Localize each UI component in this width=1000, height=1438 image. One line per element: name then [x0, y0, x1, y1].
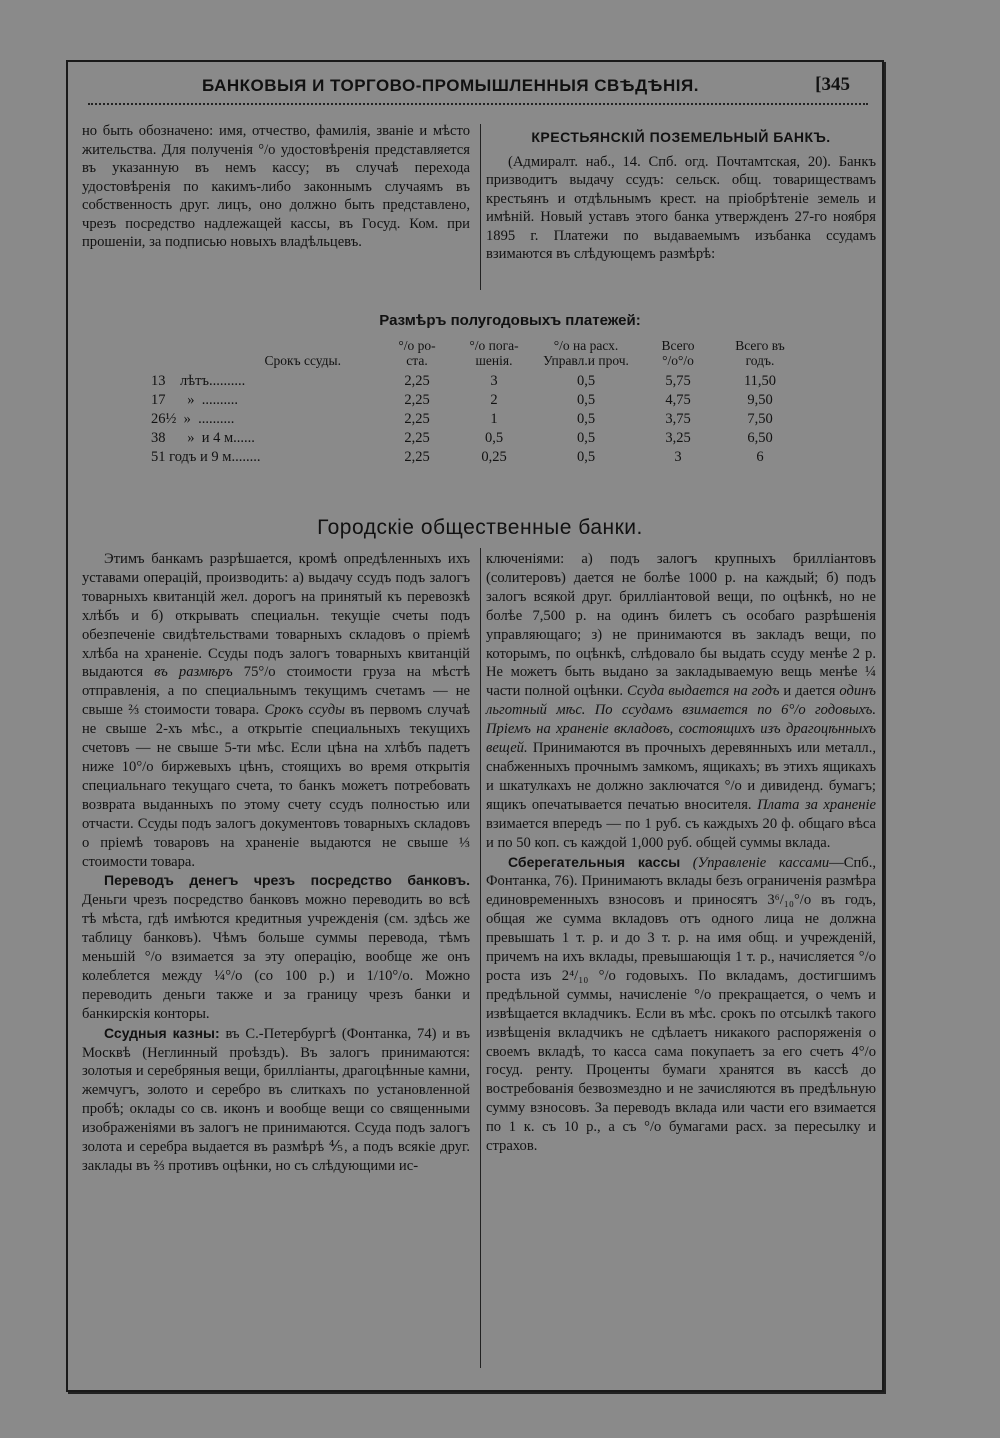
top-left-column [82, 122, 470, 252]
text-run: и дается [779, 683, 840, 700]
table-row [145, 391, 801, 410]
cell: 0,5 [576, 411, 596, 427]
cell: 1 [490, 411, 498, 427]
cell: 0,5 [576, 430, 596, 446]
table-row [145, 372, 801, 391]
table-row [145, 429, 801, 448]
italic-run: одинъ льготный мѣс. По ссудамъ взимается по 6°/о годовыхъ. Пріемъ на храненіе вкладовъ, состоящихъ изъ драгоцѣнныхъ вещей. [486, 683, 876, 757]
text-run: 75°/о стоимости груза на мѣстѣ отправленія, а по специальнымъ текущимъ счетамъ — не свыше ⅔ стоимости товара. [82, 664, 471, 719]
savings-paragraph [486, 853, 876, 1157]
cell: 0,5 [576, 449, 596, 465]
table-row [145, 410, 801, 429]
cell: 2,25 [404, 411, 430, 427]
cell: 51 годъ и 9 м........ [151, 449, 261, 465]
cell: 3 [490, 373, 498, 389]
cell: 2,25 [404, 449, 430, 465]
header-divider [88, 103, 868, 109]
peasant-bank-text: (Адмиралт. наб., 14. Спб. огд. Почтамтская, 20). Банкъ призводитъ выдачу ссудъ: сельск. общ. товариществамъ крестьянъ и отдѣльнымъ крест. на пріобрѣтеніе земель и имѣній. Новый уставъ этого банка утвержденъ 27-го ноября 1895 г. Платежи по выдаваемымъ изъбанка ссудамъ взимаются въ слѣдующемъ размѣрѣ: [486, 153, 876, 262]
cell: 3 [674, 449, 682, 465]
cell: 2 [490, 392, 498, 408]
pawn-continuation-paragraph [486, 550, 876, 853]
section-heading-text: Городскіе общественные банки. [317, 516, 643, 539]
savings-heading: Сберегательныя кассы [508, 853, 681, 870]
cell: 6 [756, 449, 764, 465]
cell: 0,5 [484, 430, 504, 446]
text-run: взимается впередъ — по 1 руб. съ каждыхъ 20 ф. общаго вѣса и по 50 коп. съ каждой 1,000 руб. общей суммы вклада. [486, 815, 876, 851]
header-repayment: °/о пога- шенія. [469, 338, 519, 368]
rates-table [145, 338, 801, 467]
italic-run: Срокъ ссуды [264, 702, 346, 719]
cell: 5,75 [665, 373, 691, 389]
top-column-divider [480, 124, 481, 290]
rates-table-title-text: Размѣръ полугодовыхъ платежей: [379, 312, 641, 329]
rates-table-header-row [145, 338, 801, 372]
bottom-column-divider [480, 548, 481, 1368]
italic-run: Плата за храненіе [757, 796, 876, 813]
italic-run: въ размѣръ [154, 664, 233, 681]
cell: 0,25 [481, 449, 507, 465]
loan-heading: Ссудныя казны: [104, 1024, 220, 1041]
cell: 13 лѣтъ.......... [151, 373, 246, 389]
cell: 2,25 [404, 373, 430, 389]
header-title: БАНКОВЫЯ И ТОРГОВО-ПРОМЫШЛЕННЫЯ СВѢДѢНІЯ. [202, 76, 699, 95]
bottom-right-column [486, 550, 876, 1156]
header-expenses: °/о на расх. Управл.и проч. [543, 338, 629, 368]
savings-text: —Спб., Фонтанка, 76). Принимаютъ вклады безъ ограниченія размѣра единовременныхъ взносовъ и приносятъ 3⁶/₁₀°/о въ годъ, общая же сумма вкладовъ отъ одного лица не должна превышать 1 т. р. и до 3 т. р. на имя общ. и учрежденій, причемъ на ихъ вклады, превышающія 1 т. р., начисляется °/о роста изъ 2⁴/₁₀ °/о годовыхъ. По вкладамъ, достигшимъ предѣльной суммы, начисленіе °/о прекращается, о чемъ и извѣщается вкладчикъ. Если въ мѣс. срокъ по отсылкѣ такого извѣщенія вкладчикъ не сдѣлаетъ никакого распоряженія о своемъ вкладѣ, то касса сама покупаетъ за его счетъ 4°/о госуд. ренту. Проценты бумаги хранятся въ кассѣ до востребованія безвозмездно и не зачисляются въ предѣльную сумму взносовъ. За переводъ вклада или части его взимается по 1 к. съ 10 р., а съ °/о бумагами расх. за пересылку и страхов. [486, 854, 876, 1155]
cell: 26½ » .......... [151, 411, 235, 427]
cell: 3,25 [665, 430, 691, 446]
cell: 0,5 [576, 373, 596, 389]
text-run: Принимаются въ прочныхъ деревянныхъ или металл., снабженныхъ прочнымъ замкомъ, ящикахъ; въ этихъ ящикахъ и шкатулкахъ не должно заключатся °/о и дивиденд. бумагъ; ящикъ опечатывается печатью вносителя. [486, 740, 876, 813]
text-run: ключеніями: а) подъ залогъ крупныхъ брилліантовъ (солитеровъ) дается не болѣе 1000 р. на каждый; б) подъ залогъ всякой друг. брилліантовой вещи, по оцѣнкѣ, но не болѣе 7,500 р. на одинъ билетъ съ особаго разрѣшенія управляющаго; з) не принимаются въ закладъ вещи, по которымъ, по оцѣнкѣ, слѣдовало бы выдать ссуду менѣе 2 р. Не можетъ быть выдано за закладываемую вещь менѣе ¼ части полной оцѣнки. [486, 551, 876, 700]
header-total-year: Всего въ годъ. [735, 338, 785, 368]
transfer-text: Деньги чрезъ посредство банковъ можно переводить во всѣ тѣ мѣста, гдѣ имѣются кредитныя учрежденія (см. здѣсь же таблицу банковъ). Чѣмъ больше суммы перевода, тѣмъ меньшій °/о взимается за эту операцію, вообще же онъ колеблется между ¼°/о (со 100 р.) и 1/10°/о. Можно переводить деньги также и за границу чрезъ банки и банкирскія конторы. [82, 892, 470, 1022]
text-run: въ первомъ случаѣ не свыше 2-хъ мѣс., а открытіе специальныхъ текущихъ счетовъ — не свыше 5-ти мѣс. Если цѣна на хлѣбъ падетъ ниже 10°/о биржевыхъ цѣнъ, стоящихъ во время открытія специальнаго текущаго счета, то банкъ можетъ потребовать возврата выданныхъ по этому счету ссудъ полностью или отчасти. Ссуды подъ залогъ документовъ товарныхъ складовъ о пріемѣ товаровъ на храненіе выдаются не свыше ⅓ стоимости товара. [82, 702, 470, 870]
table-row [145, 448, 801, 467]
cell: 7,50 [747, 411, 773, 427]
transfer-heading: Переводъ денегъ чрезъ посредство банковъ. [104, 872, 470, 889]
cell: 6,50 [747, 430, 773, 446]
cell: 4,75 [665, 392, 691, 408]
cell: 3,75 [665, 411, 691, 427]
cell: 2,25 [404, 430, 430, 446]
loan-text: въ С.-Петербургѣ (Фонтанка, 74) и въ Москвѣ (Неглинный проѣздъ). Въ залогъ принимаются: золотыя и серебряныя вещи, брилліанты, драгоцѣнные камни, жемчугъ, золото и серебро въ слиткахъ по установленной пробѣ; оклады со св. иконъ и вообще вещи со священными изображеніями въ залогъ не принимаются. Ссуда подъ залогъ золота и серебра выдается въ размѣрѣ ⅘, а подъ всякіе друг. заклады въ ⅔ противъ оцѣнки, но съ слѣдующими ис- [82, 1025, 470, 1174]
cell: 9,50 [747, 392, 773, 408]
continuation-paragraph: но быть обозначено: имя, отчество, фамилія, званіе и мѣсто жительства. Для полученія °/о удостовѣренія представляется въ указанную въ немъ кассу; въ случаѣ перехода удостовѣренія по какимъ-либо законнымъ случаямъ въ собственность друг. лицъ, оно должно быть представлено, чрезъ посредство надлежащей кассы, въ Госуд. Ком. при прошеніи, за подписью новыхъ владѣльцевъ. [82, 123, 470, 250]
cell: 38 » и 4 м...... [151, 430, 255, 446]
top-right-column [486, 128, 876, 264]
page-number: [345 [815, 74, 850, 95]
peasant-bank-heading: КРЕСТЬЯНСКІЙ ПОЗЕМЕЛЬНЫЙ БАНКЪ. [531, 129, 831, 145]
rates-table-title [0, 312, 1000, 329]
transfer-paragraph [82, 871, 470, 1023]
cell: 11,50 [743, 373, 777, 389]
italic-run: (Управленіе кассами [680, 854, 830, 871]
cell: 2,25 [404, 392, 430, 408]
header-interest: °/о ро- ста. [398, 338, 436, 368]
header-term: Срокъ ссуды. [264, 353, 341, 368]
cell: 17 » .......... [151, 392, 238, 408]
header-total: Всего °/о°/о [661, 338, 695, 368]
text-run: Этимъ банкамъ разрѣшается, кромѣ опредѣленныхъ ихъ уставами операцій, производить: а) выдачу ссудъ подъ залогъ товарныхъ квитанцій жел. дорогъ на принятый къ перевозкѣ хлѣбъ и б) открывать специальн. текущіе счеты подъ обезпеченіе свидѣтельствами товарныхъ складовъ о пріемѣ хлѣба на храненіе. Ссуды подъ залогъ товарныхъ квитанцій выдаются [82, 551, 470, 681]
cell: 0,5 [576, 392, 596, 408]
loan-paragraph [82, 1024, 470, 1176]
city-banks-paragraph [82, 550, 470, 871]
bottom-left-column [82, 550, 470, 1176]
running-header [66, 74, 880, 100]
section-heading [0, 516, 1000, 540]
italic-run: Ссуда выдается на годъ [627, 683, 780, 700]
